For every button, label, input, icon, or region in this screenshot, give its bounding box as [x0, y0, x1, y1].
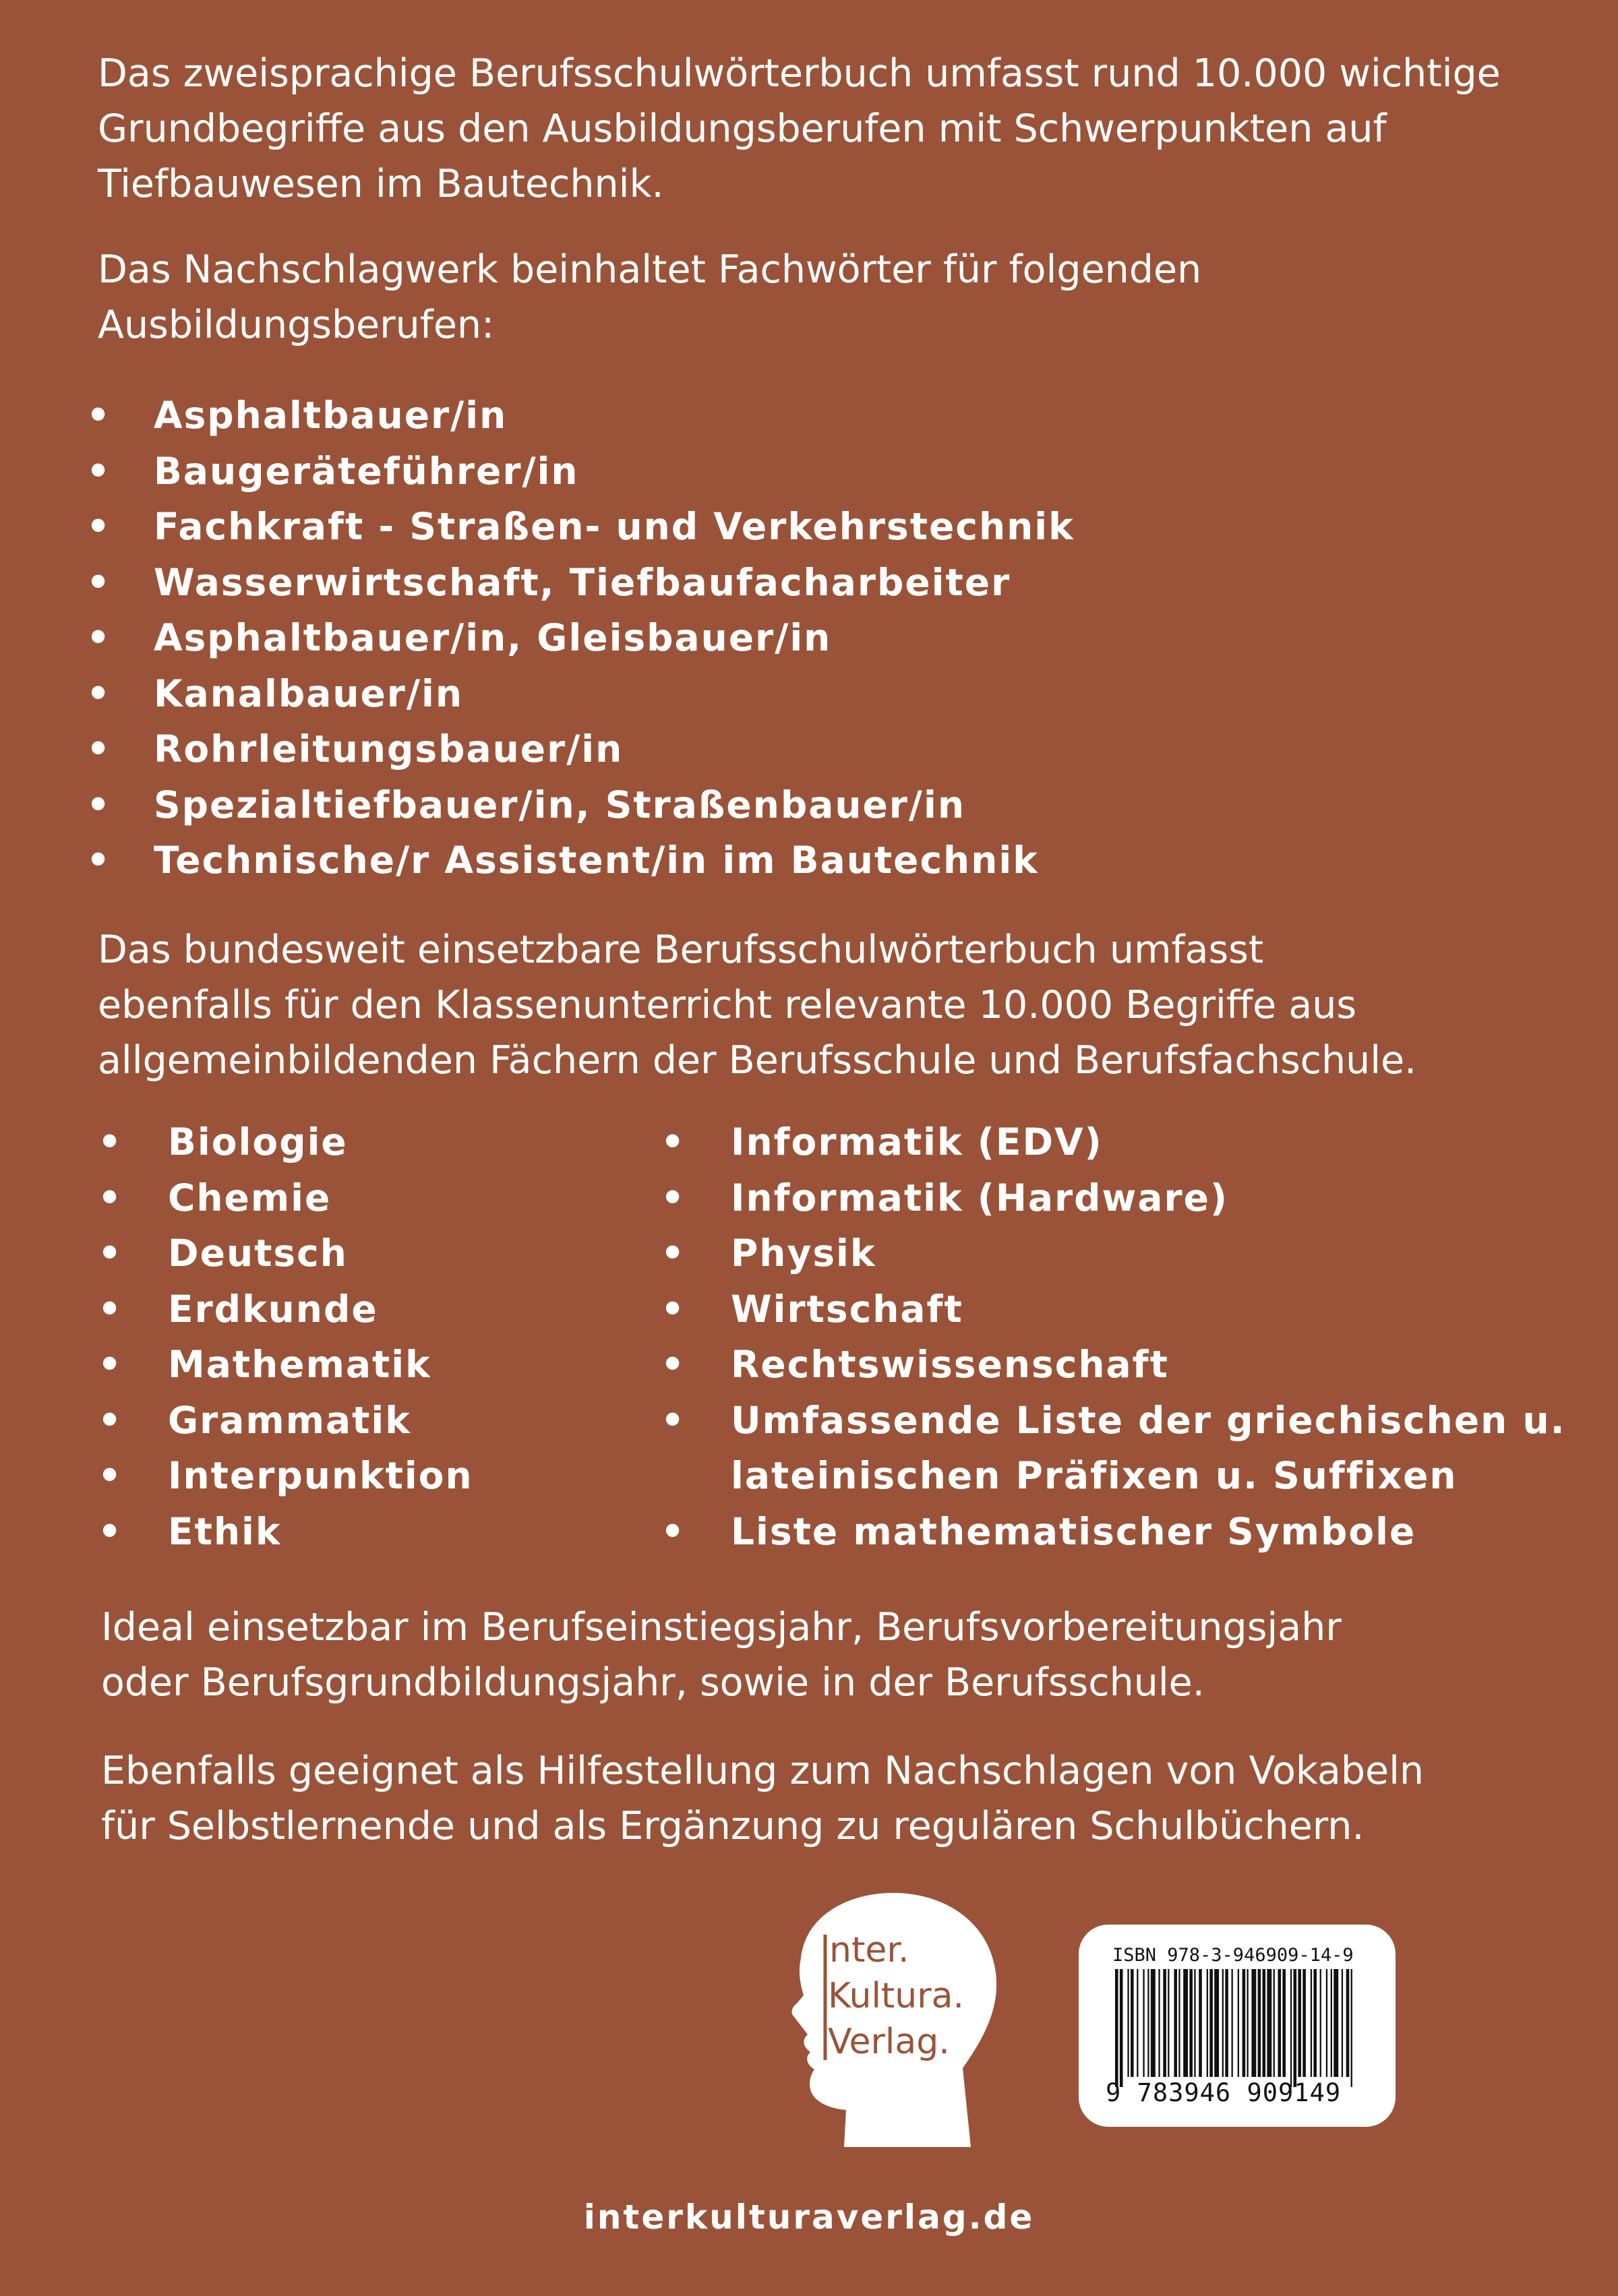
- barcode-bar: [1163, 1969, 1166, 2077]
- logo-line-2: Kultura.: [828, 1976, 965, 2016]
- audience-line: für Selbstlernende und als Ergänzung zu regulären Schulbüchern.: [101, 1804, 1365, 1848]
- subject-item-label: Erdkunde: [168, 1287, 378, 1331]
- professions-list: [86, 388, 1075, 888]
- bullet-icon: •: [98, 1176, 123, 1219]
- usage-line: Ideal einsetzbar im Berufseinstiegsjahr, Berufsvorbereitungsjahr: [101, 1605, 1342, 1650]
- barcode-bar: [1274, 1969, 1275, 2077]
- bullet-icon: •: [661, 1398, 686, 1442]
- subject-item-label: Deutsch: [168, 1232, 348, 1275]
- barcode-bar: [1267, 1969, 1271, 2077]
- subject-item: [661, 1226, 1566, 1281]
- barcode-bar: [1290, 1969, 1292, 2087]
- subject-item-label: Interpunktion: [168, 1454, 473, 1497]
- bullet-icon: •: [661, 1343, 686, 1386]
- barcode-bar: [1326, 1969, 1327, 2077]
- subject-item: [98, 1281, 473, 1337]
- subject-item-label: Chemie: [168, 1176, 332, 1219]
- profession-item: [86, 388, 1075, 444]
- subject-item: [98, 1226, 473, 1281]
- subject-item: [661, 1114, 1566, 1170]
- barcode-bar: [1147, 1969, 1149, 2077]
- barcode-bar: [1168, 1969, 1169, 2077]
- profession-item-label: Fachkraft - Straßen- und Verkehrstechnik: [154, 505, 1075, 548]
- intro-line: Das zweisprachige Berufsschulwörterbuch umfasst rund 10.000 wichtige: [98, 51, 1501, 96]
- barcode-bar: [1178, 1969, 1180, 2077]
- barcode-bar: [1207, 1969, 1208, 2077]
- barcode-icon: [1112, 1969, 1362, 2090]
- profession-item: [86, 777, 1075, 833]
- bullet-icon: •: [661, 1509, 686, 1553]
- professions-intro-line: Das Nachschlagwerk beinhaltet Fachwörter für folgenden: [98, 247, 1202, 292]
- subjects-intro-paragraph: [98, 922, 1416, 1088]
- barcode-bar: [1120, 1969, 1123, 2087]
- profession-item: [86, 833, 1075, 888]
- head-profile-icon: [769, 1887, 1018, 2150]
- barcode-bar: [1302, 1969, 1306, 2077]
- subject-item-label: Ethik: [168, 1509, 282, 1553]
- intro-paragraph: [98, 46, 1501, 212]
- profession-item-label: Wasserwirtschaft, Tiefbaufacharbeiter: [154, 560, 1011, 604]
- bullet-icon: •: [661, 1176, 686, 1219]
- subject-item-label: Rechtswissenschaft: [731, 1343, 1169, 1386]
- professions-intro-paragraph: [98, 242, 1201, 353]
- barcode-bar: [1351, 1969, 1352, 2087]
- subjects-list-right: [661, 1114, 1566, 1559]
- barcode-bar: [1199, 1969, 1202, 2077]
- bullet-icon: •: [98, 1454, 123, 1497]
- subject-item-label: Informatik (EDV): [731, 1120, 1103, 1164]
- bullet-icon: •: [661, 1120, 686, 1164]
- isbn-number: ISBN 978-3-946909-14-9: [1112, 1945, 1354, 1966]
- profession-item-label: Kanalbauer/in: [154, 671, 464, 715]
- intro-line: Grundbegriffe aus den Ausbildungsberufen mit Schwerpunkten auf: [98, 107, 1387, 151]
- profession-item: [86, 555, 1075, 611]
- subject-item-label: Physik: [731, 1232, 876, 1275]
- subjects-intro-line: ebenfalls für den Klassenunterricht relevante 10.000 Begriffe aus: [98, 983, 1357, 1027]
- barcode-bar: [1151, 1969, 1156, 2077]
- profession-item-label: Asphaltbauer/in: [154, 394, 508, 437]
- intro-line: Tiefbauwesen im Bautechnik.: [98, 162, 664, 206]
- subject-item: [98, 1337, 473, 1393]
- bullet-icon: •: [661, 1287, 686, 1331]
- barcode-digits: 9 783946 909149: [1106, 2078, 1342, 2107]
- barcode-bar: [1137, 1969, 1138, 2077]
- barcode-bar: [1334, 1969, 1338, 2077]
- subject-item: [661, 1337, 1566, 1393]
- subject-item-label: Umfassende Liste der griechischen u.: [731, 1398, 1566, 1442]
- profession-item: [86, 721, 1075, 777]
- bullet-icon: •: [86, 449, 112, 493]
- logo-line-3: Verlag.: [828, 2022, 950, 2062]
- bullet-icon: •: [98, 1343, 123, 1386]
- subject-item-label: Liste mathematischer Symbole: [731, 1509, 1416, 1553]
- publisher-logo: [769, 1887, 1018, 2150]
- bullet-icon: •: [86, 727, 112, 771]
- bullet-icon: •: [98, 1287, 123, 1331]
- barcode-bar: [1294, 1969, 1297, 2087]
- barcode-bar: [1238, 1969, 1239, 2077]
- profession-item: [86, 666, 1075, 722]
- subjects-intro-line: Das bundesweit einsetzbare Berufsschulwörterbuch umfasst: [98, 928, 1264, 972]
- profession-item: [86, 610, 1075, 666]
- barcode-bar: [1282, 1969, 1286, 2077]
- subject-item: [661, 1448, 1566, 1504]
- barcode-bar: [1346, 1969, 1350, 2077]
- barcode-bar: [1143, 1969, 1144, 2077]
- barcode-bar: [1174, 1969, 1177, 2077]
- barcode-bar: [1115, 1969, 1118, 2087]
- subject-item-label: lateinischen Präfixen u. Suffixen: [731, 1454, 1458, 1497]
- barcode-bar: [1251, 1969, 1256, 2077]
- profession-item-label: Asphaltbauer/in, Gleisbauer/in: [154, 616, 832, 659]
- subject-item-label: Grammatik: [168, 1398, 411, 1442]
- subjects-intro-line: allgemeinbildenden Fächern der Berufsschule und Berufsfachschule.: [98, 1038, 1417, 1083]
- barcode-bar: [1320, 1969, 1321, 2077]
- barcode-bar: [1331, 1969, 1332, 2077]
- bullet-icon: •: [86, 616, 112, 659]
- bullet-icon: •: [98, 1232, 123, 1275]
- barcode-bar: [1278, 1969, 1282, 2077]
- profession-item: [86, 499, 1075, 555]
- barcode-bar: [1342, 1969, 1343, 2077]
- subject-item: [98, 1170, 473, 1226]
- subject-item: [661, 1281, 1566, 1337]
- barcode-bar: [1258, 1969, 1261, 2077]
- barcode-bar: [1189, 1969, 1193, 2077]
- barcode-bar: [1183, 1969, 1188, 2077]
- audience-paragraph: [101, 1743, 1424, 1854]
- barcode-bar: [1194, 1969, 1195, 2077]
- publisher-website: interkulturaverlag.de: [583, 2198, 1035, 2237]
- subject-item: [98, 1504, 473, 1560]
- barcode-bar: [1214, 1969, 1219, 2077]
- barcode-bar: [1127, 1969, 1129, 2077]
- barcode-bar: [1131, 1969, 1134, 2077]
- logo-line-1: nter.: [829, 1930, 909, 1970]
- subject-item: [98, 1448, 473, 1504]
- barcode-label: [1079, 1925, 1396, 2127]
- usage-line: oder Berufsgrundbildungsjahr, sowie in der Berufsschule.: [101, 1660, 1205, 1705]
- barcode-bar: [1298, 1969, 1301, 2077]
- subject-item-label: Biologie: [168, 1120, 348, 1164]
- barcode-bar: [1313, 1969, 1317, 2077]
- barcode-bar: [1225, 1969, 1228, 2077]
- audience-line: Ebenfalls geeignet als Hilfestellung zum Nachschlagen von Vokabeln: [101, 1749, 1425, 1793]
- subject-item: [98, 1393, 473, 1449]
- barcode-bar: [1311, 1969, 1312, 2077]
- barcode-bar: [1209, 1969, 1213, 2077]
- barcode-bar: [1158, 1969, 1160, 2077]
- bullet-icon: •: [86, 839, 112, 882]
- subject-item: [661, 1504, 1566, 1560]
- subject-item: [661, 1170, 1566, 1226]
- profession-item-label: Rohrleitungsbauer/in: [154, 727, 624, 771]
- subject-item: [98, 1114, 473, 1170]
- subject-item: [661, 1393, 1566, 1449]
- bullet-icon: •: [86, 560, 112, 604]
- barcode-bar: [1247, 1969, 1249, 2077]
- subjects-list-left: [98, 1114, 473, 1559]
- profession-item: [86, 444, 1075, 500]
- barcode-bar: [1242, 1969, 1246, 2077]
- profession-item-label: Spezialtiefbauer/in, Straßenbauer/in: [154, 783, 966, 826]
- bullet-icon: •: [86, 671, 112, 715]
- professions-intro-line: Ausbildungsberufen:: [98, 303, 495, 347]
- bullet-icon: •: [98, 1398, 123, 1442]
- barcode-bar: [1263, 1969, 1266, 2077]
- barcode-bar: [1222, 1969, 1224, 2077]
- bullet-icon: •: [98, 1509, 123, 1553]
- subject-item-label: Wirtschaft: [731, 1287, 963, 1331]
- bullet-icon: •: [86, 505, 112, 548]
- usage-paragraph: [101, 1600, 1342, 1710]
- bullet-icon: •: [86, 783, 112, 826]
- subject-item-label: Informatik (Hardware): [731, 1176, 1229, 1219]
- profession-item-label: Technische/r Assistent/in im Bautechnik: [154, 839, 1039, 882]
- bullet-icon: •: [86, 394, 112, 437]
- profession-item-label: Baugeräteführer/in: [154, 449, 579, 493]
- bullet-icon: •: [661, 1232, 686, 1275]
- barcode-bar: [1232, 1969, 1233, 2077]
- bullet-icon: •: [98, 1120, 123, 1164]
- subject-item-label: Mathematik: [168, 1343, 431, 1386]
